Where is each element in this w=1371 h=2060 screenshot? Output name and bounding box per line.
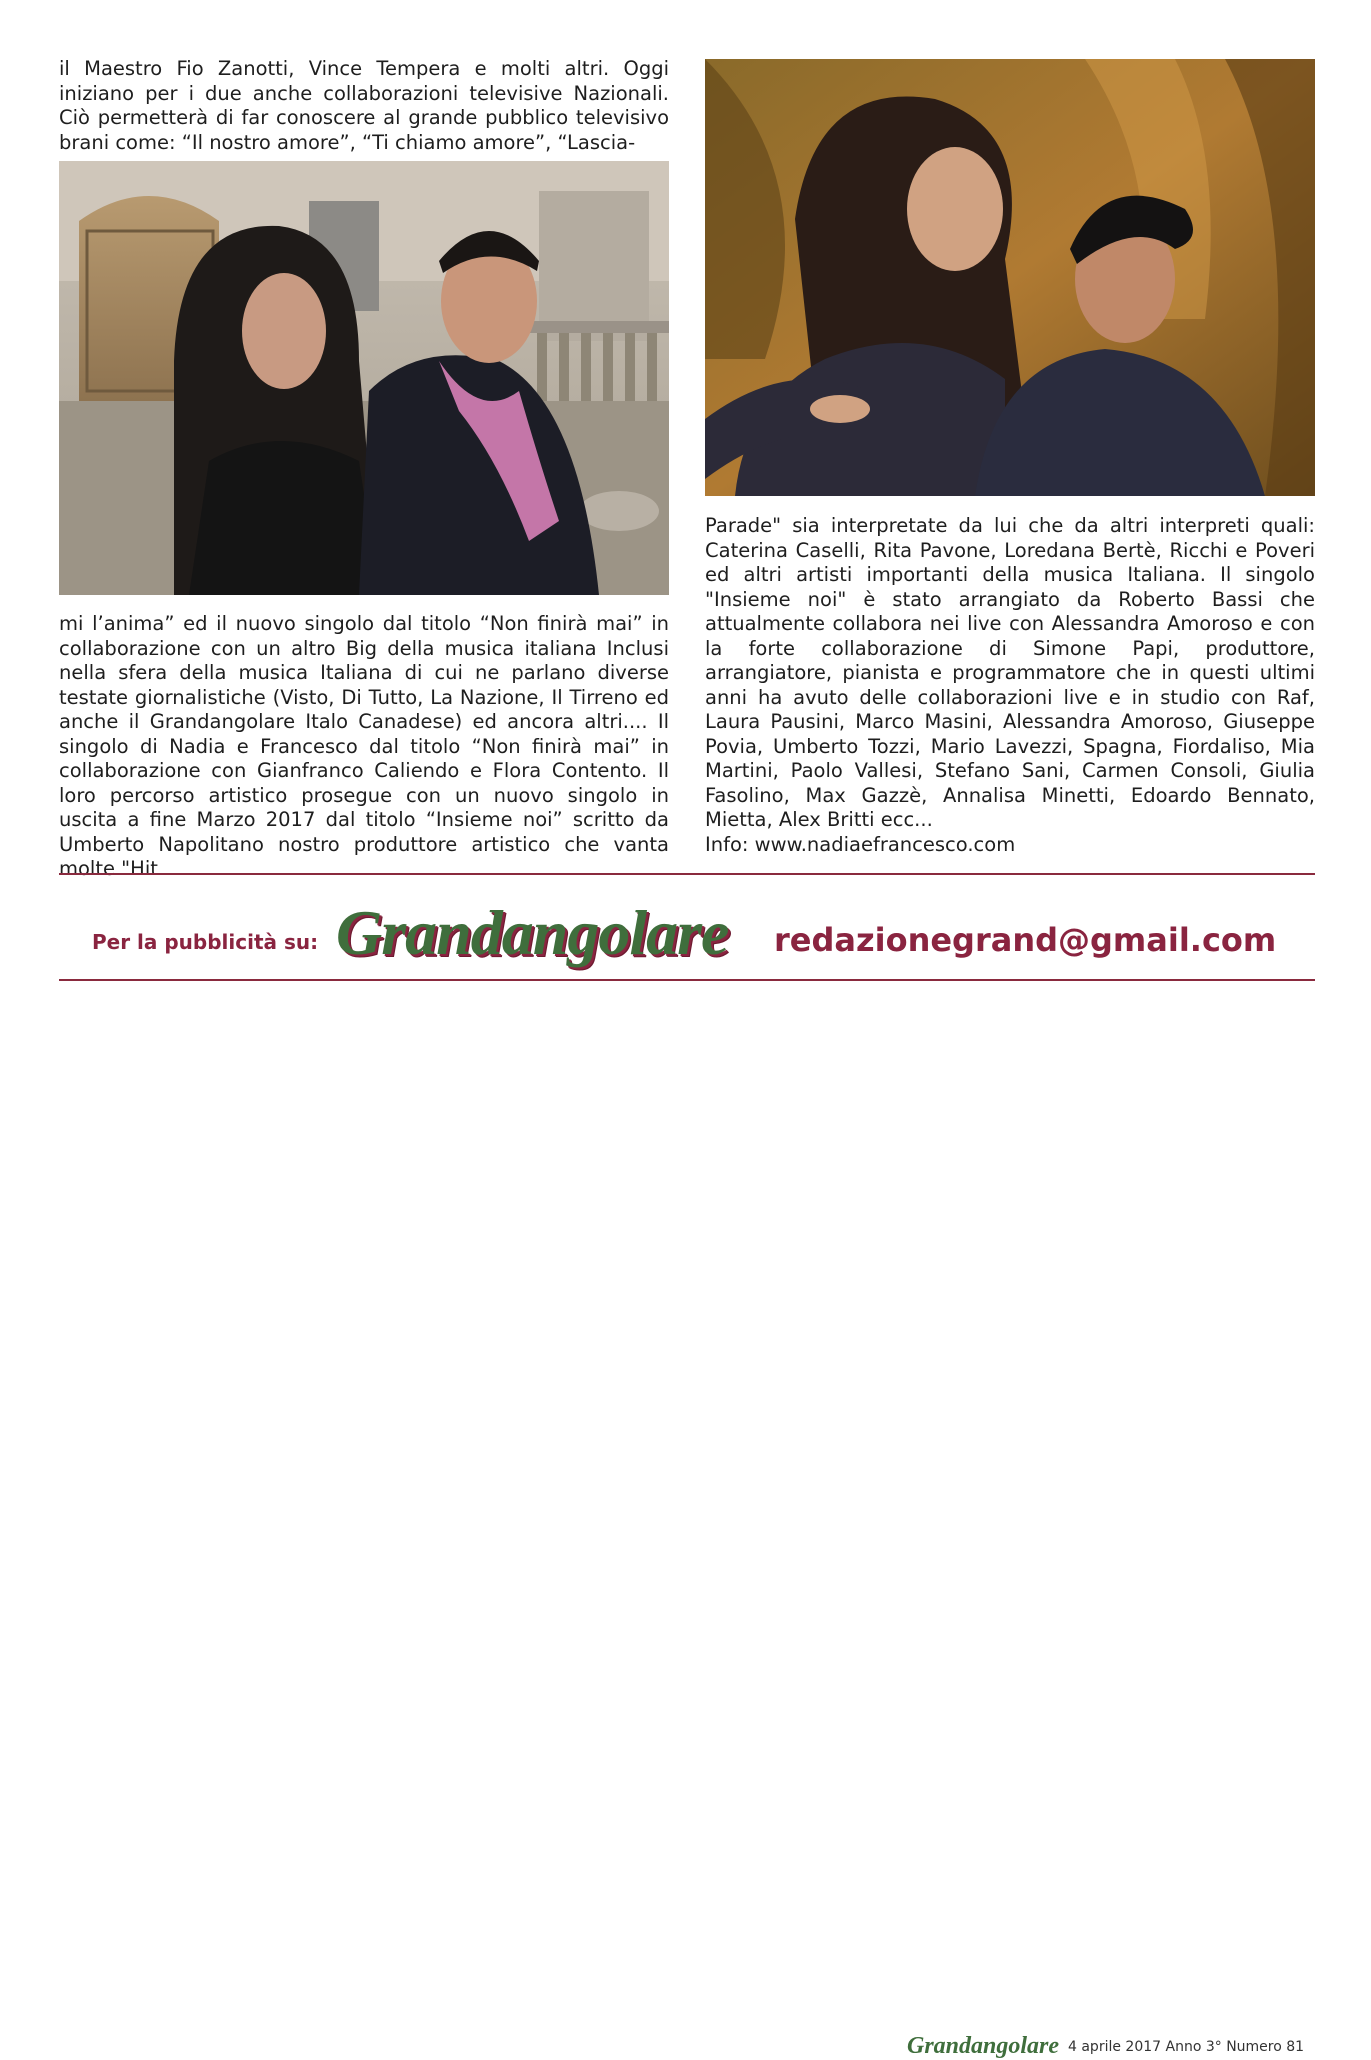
article-right-bottom [705,514,1315,857]
article-left-top [59,57,669,155]
article-paragraph: Parade" sia interpretate da lui che da altri interpreti quali: Caterina Caselli, Rita Pavone, Loredana Bertè, Ricchi e Poveri ed altri artisti importanti della musica Italiana. Il singolo "Insieme noi" è stato arrangiato da Roberto Bassi che attualmente collabora nei live con Alessandra Amoroso e con la forte collaborazione di Simone Papi, produttore, arrangiatore, pianista e programmatore che in questi ultimi anni ha avuto delle collaborazioni live e in studio con Raf, Laura Pausini, Marco Masini, Alessandra Amoroso, Giuseppe Povia, Umberto Tozzi, Mario Lavezzi, Spagna, Fiordaliso, Mia Martini, Paolo Vallesi, Stefano Sani, Carmen Consoli, Giulia Fasolino, Max Gazzè, Annalisa Minetti, Edoardo Bennato, Mietta, Alex Britti ecc... [705,514,1315,831]
photo-couple-smiling-image [705,59,1315,496]
info-line: Info: www.nadiaefrancesco.com [705,832,1016,856]
promo-label: Per la pubblicità su: [92,930,319,954]
photo-couple-smiling [705,59,1315,496]
article-paragraph: il Maestro Fio Zanotti, Vince Tempera e molti altri. Oggi iniziano per i due anche collaborazioni televisive Nazionali. Ciò permetterà di far conoscere al grande pubblico televisivo brani come: “Il nostro amore”, “Ti chiamo amore”, “Lascia- [59,57,669,154]
promo-masthead-logo: Grandangolare [336,897,729,968]
divider-bottom [59,979,1315,981]
photo-couple-villa-image [59,161,669,595]
promo-email-link[interactable]: redazionegrand@gmail.com [774,921,1277,959]
footer-issue-info: 4 aprile 2017 Anno 3° Numero 81 [1068,2039,1305,2055]
photo-couple-villa [59,161,669,595]
divider-top [59,873,1315,875]
article-left-bottom [59,612,669,882]
footer-brand: Grandangolare [907,2033,1060,2059]
article-paragraph: mi l’anima” ed il nuovo singolo dal titolo “Non finirà mai” in collaborazione con un altro Big della musica italiana Inclusi nella sfera della musica Italiana di cui ne parlano diverse testate giornalistiche (Visto, Di Tutto, La Nazione, Il Tirreno ed anche il Grandangolare Italo Canadese) ed ancora altri.... Il singolo di Nadia e Francesco dal titolo “Non finirà mai” in collaborazione con Gianfranco Caliendo e Flora Contento. Il loro percorso artistico prosegue con un nuovo singolo in uscita a fine Marzo 2017 dal titolo “Insieme noi” scritto da Umberto Napolitano nostro produttore artistico che vanta molte "Hit [59,612,669,880]
